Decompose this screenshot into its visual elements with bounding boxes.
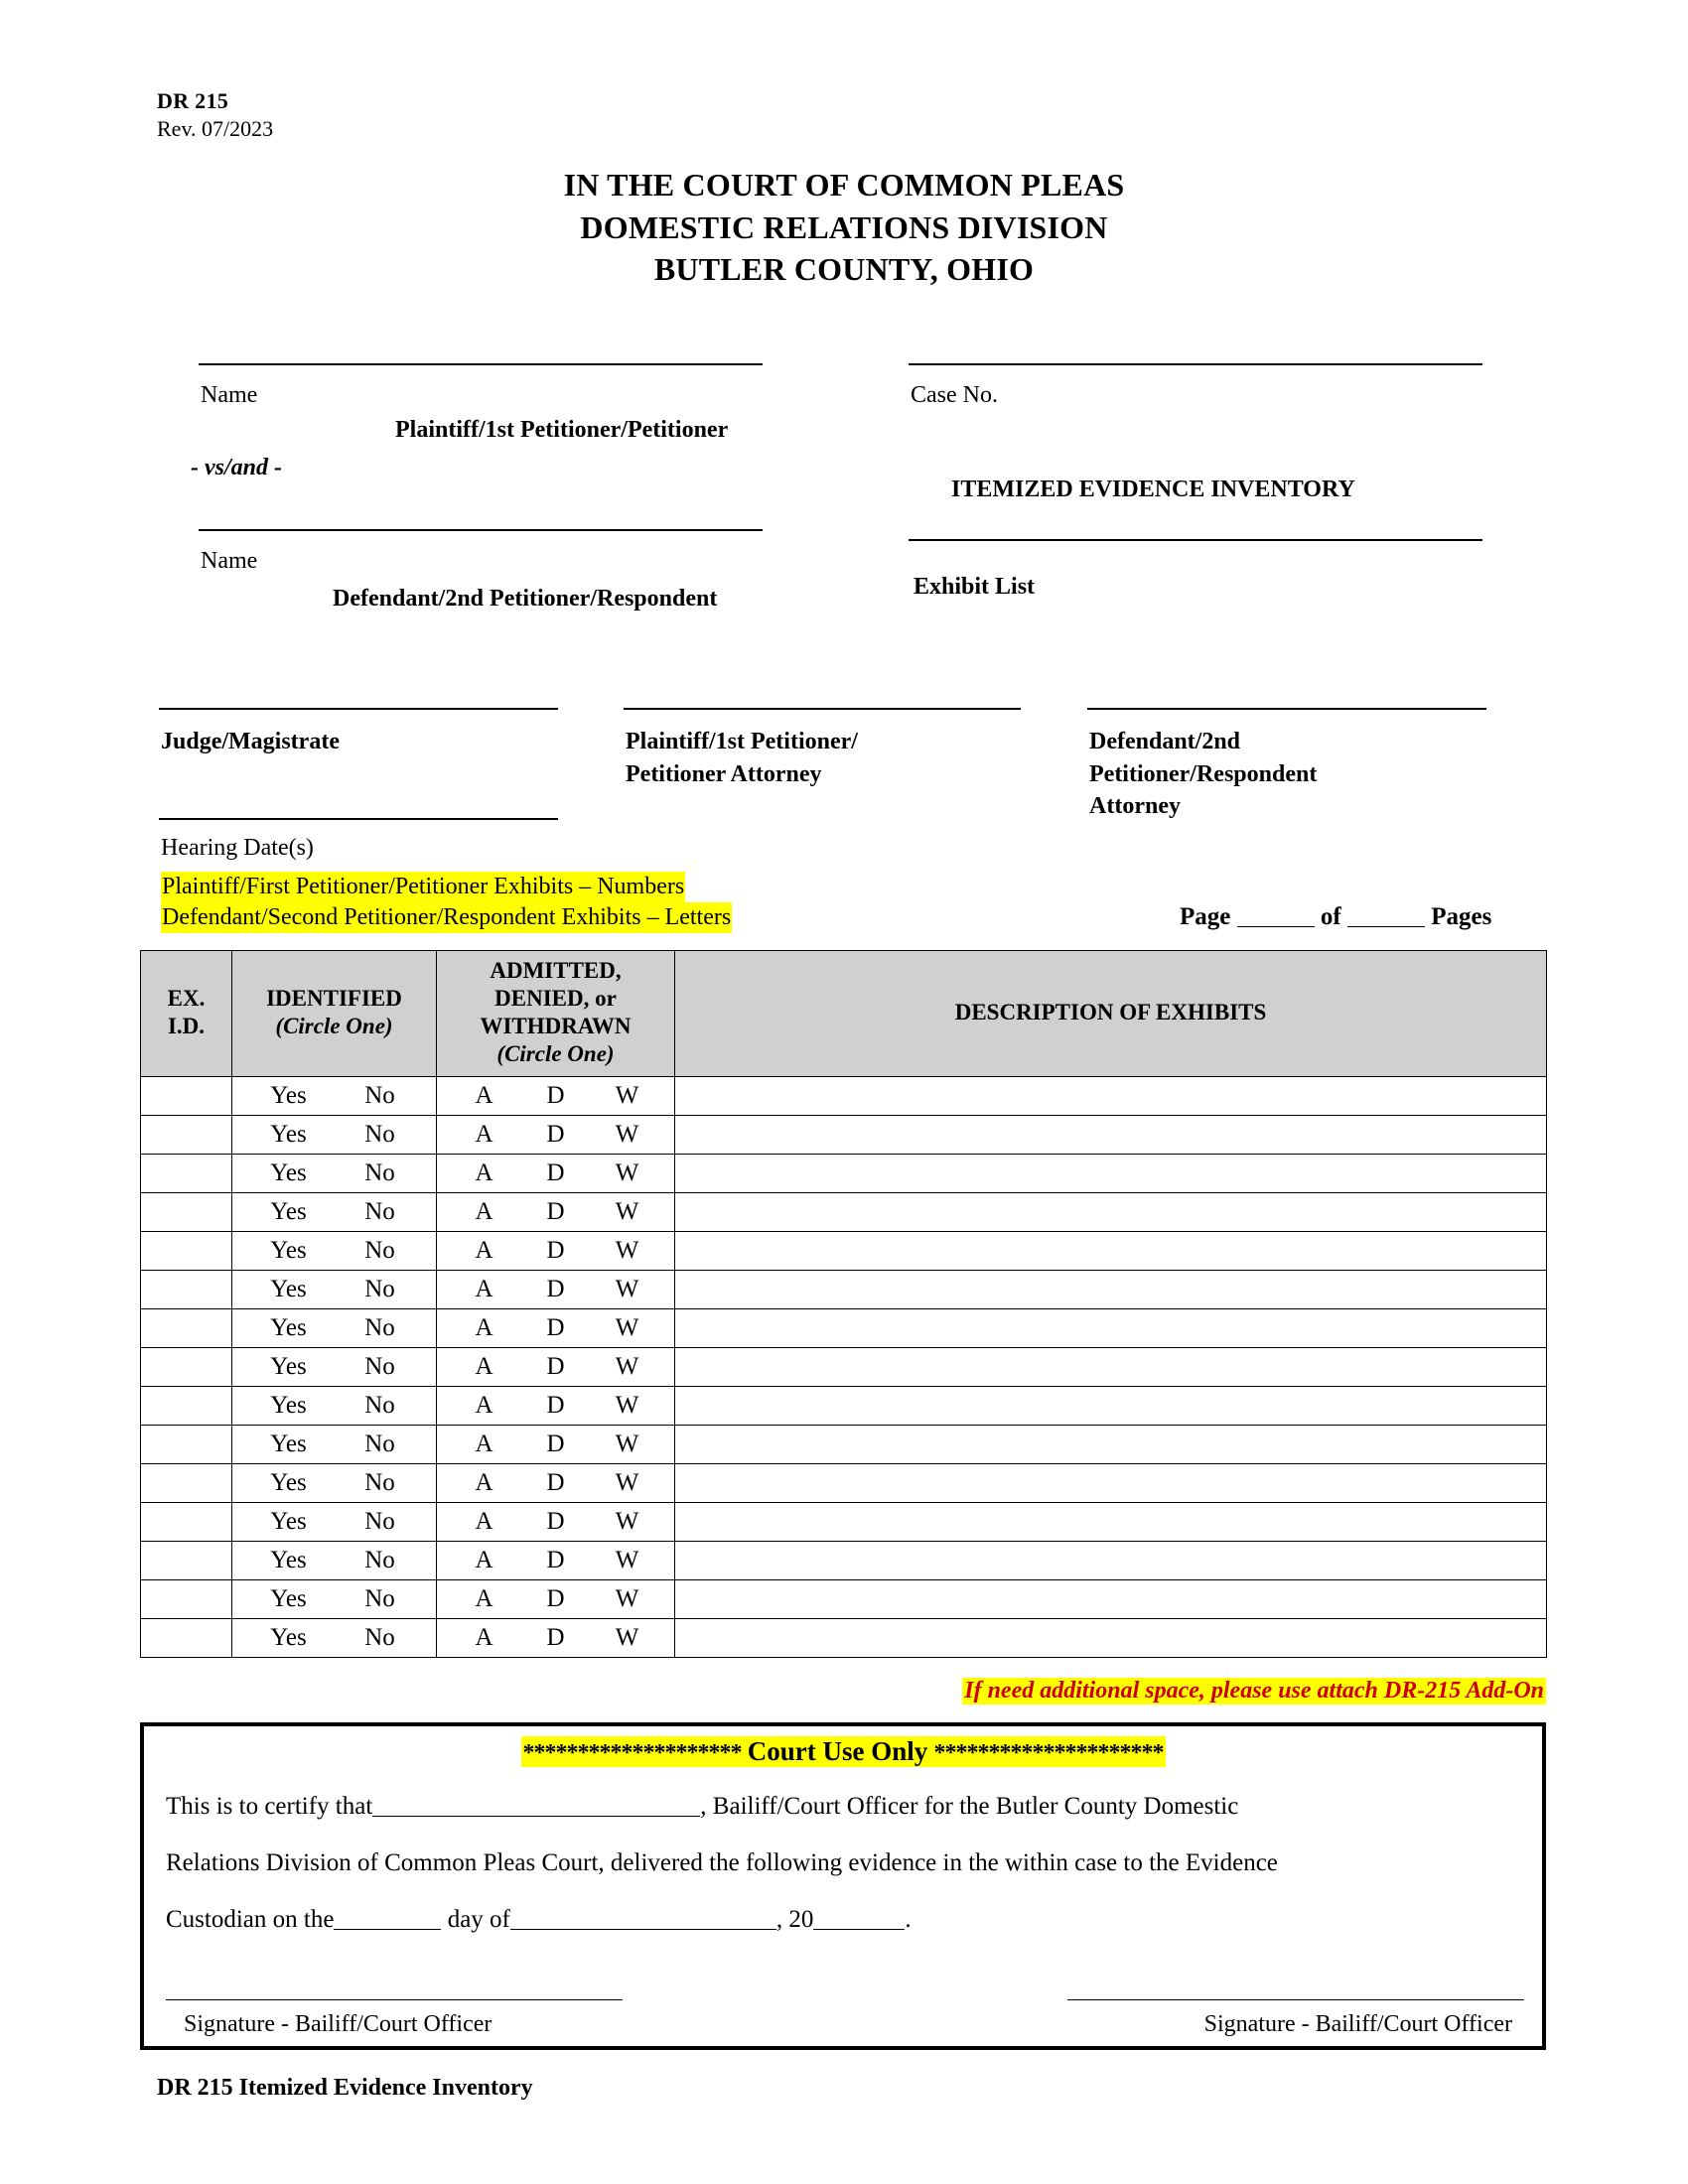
ex-id-line2: I.D. [167, 1014, 206, 1039]
table-row [141, 1309, 1547, 1348]
cell-identified [232, 1232, 437, 1271]
cell-ex-id[interactable] [141, 1155, 232, 1193]
identified-yes-option[interactable]: Yes [270, 1121, 307, 1149]
title-line-3: BUTLER COUNTY, OHIO [653, 251, 1035, 288]
pages-word: Pages [1431, 903, 1492, 930]
column-header-description: DESCRIPTION OF EXHIBITS [675, 951, 1547, 1077]
identified-yes-option[interactable]: Yes [270, 1160, 307, 1187]
cell-description[interactable] [675, 1387, 1547, 1426]
withdrawn-option[interactable]: W [615, 1469, 639, 1497]
cell-ex-id[interactable] [141, 1542, 232, 1580]
denied-option[interactable]: D [546, 1431, 565, 1458]
case-number-label: Case No. [911, 382, 998, 408]
signature-rule-right[interactable] [1067, 1999, 1524, 2000]
denied-option[interactable]: D [546, 1082, 565, 1110]
identified-yes-option[interactable]: Yes [270, 1431, 307, 1458]
denied-option[interactable]: D [546, 1508, 565, 1536]
identified-no-option[interactable]: No [364, 1314, 395, 1342]
table-row [141, 1503, 1547, 1542]
plaintiff-attorney-label [626, 726, 858, 790]
admitted-option[interactable]: A [475, 1082, 493, 1110]
versus-label: - vs/and - [191, 455, 282, 480]
cell-description[interactable] [675, 1348, 1547, 1387]
withdrawn-option[interactable]: W [615, 1276, 639, 1303]
plaintiff-attorney-rule[interactable] [624, 708, 1021, 710]
withdrawn-option[interactable]: W [615, 1082, 639, 1110]
cell-description[interactable] [675, 1116, 1547, 1155]
cert-text-7: . [905, 1906, 912, 1933]
cell-admitted-denied-withdrawn [437, 1542, 675, 1580]
cell-identified [232, 1348, 437, 1387]
plaintiff-role-label: Plaintiff/1st Petitioner/Petitioner [395, 417, 729, 443]
cell-identified [232, 1580, 437, 1619]
cell-ex-id[interactable] [141, 1348, 232, 1387]
title-line-2: DOMESTIC RELATIONS DIVISION [580, 208, 1108, 245]
cell-identified [232, 1155, 437, 1193]
table-row [141, 1116, 1547, 1155]
plaintiff-attorney-label-line1: Plaintiff/1st Petitioner/ [626, 729, 858, 754]
signature-caption-left: Signature - Bailiff/Court Officer [184, 2011, 492, 2037]
identified-yes-option[interactable]: Yes [270, 1353, 307, 1381]
admitted-option[interactable]: A [475, 1547, 493, 1574]
cell-description[interactable] [675, 1155, 1547, 1193]
plaintiff-attorney-label-line2: Petitioner Attorney [626, 760, 822, 787]
cell-ex-id[interactable] [141, 1193, 232, 1232]
page-footer: DR 215 Itemized Evidence Inventory [157, 2075, 533, 2101]
withdrawn-option[interactable]: W [615, 1624, 639, 1652]
cell-admitted-denied-withdrawn [437, 1580, 675, 1619]
form-code: DR 215 [157, 88, 229, 113]
additional-space-note: If need additional space, please use attach DR-215 Add-On [964, 1678, 1544, 1704]
table-row [141, 1077, 1547, 1116]
title-line-1: IN THE COURT OF COMMON PLEAS [563, 167, 1125, 203]
cell-admitted-denied-withdrawn [437, 1271, 675, 1309]
cell-description[interactable] [675, 1426, 1547, 1464]
denied-option[interactable]: D [546, 1547, 565, 1574]
table-row [141, 1155, 1547, 1193]
identified-no-option[interactable]: No [364, 1160, 395, 1187]
denied-option[interactable]: D [546, 1392, 565, 1420]
plaintiff-name-label: Name [201, 382, 258, 408]
plaintiff-name-rule[interactable] [199, 363, 763, 365]
cert-text-1: This is to certify that [166, 1793, 373, 1820]
cell-admitted-denied-withdrawn [437, 1619, 675, 1658]
withdrawn-option[interactable]: W [615, 1121, 639, 1149]
cell-admitted-denied-withdrawn [437, 1426, 675, 1464]
table-row [141, 1387, 1547, 1426]
year-input[interactable] [813, 1929, 905, 1930]
month-input[interactable] [510, 1929, 776, 1930]
identified-yes-option[interactable]: Yes [270, 1276, 307, 1303]
identified-yes-option[interactable]: Yes [270, 1469, 307, 1497]
identified-yes-option[interactable]: Yes [270, 1198, 307, 1226]
cell-ex-id[interactable] [141, 1309, 232, 1348]
withdrawn-option[interactable]: W [615, 1237, 639, 1265]
denied-option[interactable]: D [546, 1237, 565, 1265]
of-word: of [1320, 903, 1341, 930]
withdrawn-option[interactable]: W [615, 1314, 639, 1342]
exhibit-list-rule[interactable] [909, 539, 1482, 541]
identified-yes-option[interactable]: Yes [270, 1237, 307, 1265]
bailiff-name-input[interactable] [372, 1816, 700, 1817]
court-use-only-banner [144, 1736, 1542, 1767]
cell-identified [232, 1426, 437, 1464]
withdrawn-option[interactable]: W [615, 1353, 639, 1381]
cell-description[interactable] [675, 1309, 1547, 1348]
column-header-identified [232, 951, 437, 1077]
identified-no-option[interactable]: No [364, 1624, 395, 1652]
denied-option[interactable]: D [546, 1314, 565, 1342]
cell-description[interactable] [675, 1580, 1547, 1619]
denied-option[interactable]: D [546, 1585, 565, 1613]
identified-no-option[interactable]: No [364, 1392, 395, 1420]
cell-admitted-denied-withdrawn [437, 1116, 675, 1155]
cell-ex-id[interactable] [141, 1619, 232, 1658]
admitted-option[interactable]: A [475, 1585, 493, 1613]
identified-yes-option[interactable]: Yes [270, 1392, 307, 1420]
cell-admitted-denied-withdrawn [437, 1077, 675, 1116]
judge-label: Judge/Magistrate [161, 729, 340, 754]
cell-admitted-denied-withdrawn [437, 1387, 675, 1426]
denied-option[interactable]: D [546, 1276, 565, 1303]
page-word: Page [1180, 903, 1231, 930]
table-row [141, 1426, 1547, 1464]
table-row [141, 1464, 1547, 1503]
cell-identified [232, 1309, 437, 1348]
defendant-role-label: Defendant/2nd Petitioner/Respondent [333, 586, 718, 612]
admitted-option[interactable]: A [475, 1160, 493, 1187]
cell-description[interactable] [675, 1619, 1547, 1658]
cell-identified [232, 1077, 437, 1116]
page-counter [1180, 903, 1491, 931]
identified-no-option[interactable]: No [364, 1508, 395, 1536]
withdrawn-option[interactable]: W [615, 1508, 639, 1536]
table-row [141, 1580, 1547, 1619]
adw-line1: ADMITTED, [490, 958, 622, 983]
cell-description[interactable] [675, 1464, 1547, 1503]
table-row [141, 1232, 1547, 1271]
denied-option[interactable]: D [546, 1469, 565, 1497]
defendant-attorney-label [1089, 726, 1317, 823]
cell-description[interactable] [675, 1542, 1547, 1580]
table-row [141, 1348, 1547, 1387]
hearing-dates-label: Hearing Date(s) [161, 835, 314, 861]
court-use-only-label: Court Use Only [747, 1736, 928, 1766]
identified-no-option[interactable]: No [364, 1198, 395, 1226]
withdrawn-option[interactable]: W [615, 1431, 639, 1458]
cell-admitted-denied-withdrawn [437, 1309, 675, 1348]
case-number-rule[interactable] [909, 363, 1482, 365]
cert-text-6: , 20 [775, 1906, 814, 1933]
exhibit-rows [141, 1077, 1547, 1658]
cell-identified [232, 1271, 437, 1309]
cell-ex-id[interactable] [141, 1503, 232, 1542]
court-use-only-box [140, 1722, 1546, 2050]
cell-admitted-denied-withdrawn [437, 1232, 675, 1271]
cell-identified [232, 1193, 437, 1232]
plaintiff-exhibit-rule: Plaintiff/First Petitioner/Petitioner Exhibits – Numbers [161, 872, 685, 902]
defendant-exhibit-rule: Defendant/Second Petitioner/Respondent Exhibits – Letters [161, 902, 732, 933]
identified-yes-option[interactable]: Yes [270, 1547, 307, 1574]
table-row [141, 1193, 1547, 1232]
page-number-input[interactable] [1237, 926, 1315, 927]
stars-right: ********************* [933, 1740, 1164, 1766]
identified-yes-option[interactable]: Yes [270, 1508, 307, 1536]
cert-text-2: , Bailiff/Court Officer for the Butler County Domestic [700, 1793, 1239, 1820]
cert-text-4: Custodian on the [166, 1906, 335, 1933]
exhibit-list-label: Exhibit List [914, 574, 1036, 600]
identified-no-option[interactable]: No [364, 1082, 395, 1110]
hearing-dates-rule[interactable] [159, 818, 558, 820]
adw-line3: WITHDRAWN [480, 1014, 632, 1039]
cell-description[interactable] [675, 1271, 1547, 1309]
denied-option[interactable]: D [546, 1160, 565, 1187]
cell-ex-id[interactable] [141, 1464, 232, 1503]
admitted-option[interactable]: A [475, 1469, 493, 1497]
identified-yes-option[interactable]: Yes [270, 1082, 307, 1110]
defendant-attorney-label-line1: Defendant/2nd [1089, 729, 1241, 754]
defendant-name-label: Name [201, 548, 258, 574]
withdrawn-option[interactable]: W [615, 1160, 639, 1187]
cell-description[interactable] [675, 1503, 1547, 1542]
denied-option[interactable]: D [546, 1624, 565, 1652]
defendant-attorney-rule[interactable] [1087, 708, 1486, 710]
admitted-option[interactable]: A [475, 1314, 493, 1342]
admitted-option[interactable]: A [475, 1121, 493, 1149]
cell-identified [232, 1464, 437, 1503]
cell-identified [232, 1387, 437, 1426]
cell-admitted-denied-withdrawn [437, 1503, 675, 1542]
denied-option[interactable]: D [546, 1121, 565, 1149]
exhibit-inventory-table [140, 950, 1547, 1658]
cell-description[interactable] [675, 1077, 1547, 1116]
admitted-option[interactable]: A [475, 1237, 493, 1265]
cell-ex-id[interactable] [141, 1116, 232, 1155]
total-pages-input[interactable] [1347, 926, 1425, 927]
cell-ex-id[interactable] [141, 1580, 232, 1619]
cell-ex-id[interactable] [141, 1271, 232, 1309]
cell-ex-id[interactable] [141, 1426, 232, 1464]
admitted-option[interactable]: A [475, 1198, 493, 1226]
withdrawn-option[interactable]: W [615, 1198, 639, 1226]
denied-option[interactable]: D [546, 1198, 565, 1226]
day-input[interactable] [334, 1929, 441, 1930]
withdrawn-option[interactable]: W [615, 1547, 639, 1574]
identified-yes-option[interactable]: Yes [270, 1624, 307, 1652]
certification-paragraph [166, 1778, 1526, 1948]
adw-line2: DENIED, or [494, 986, 617, 1012]
withdrawn-option[interactable]: W [615, 1585, 639, 1613]
identified-no-option[interactable]: No [364, 1585, 395, 1613]
denied-option[interactable]: D [546, 1353, 565, 1381]
signature-caption-right: Signature - Bailiff/Court Officer [1203, 2011, 1512, 2037]
cell-identified [232, 1619, 437, 1658]
identified-no-option[interactable]: No [364, 1431, 395, 1458]
adw-line4: (Circle One) [496, 1041, 615, 1067]
cell-admitted-denied-withdrawn [437, 1348, 675, 1387]
ex-id-line1: EX. [167, 986, 206, 1012]
cell-admitted-denied-withdrawn [437, 1464, 675, 1503]
identified-yes-option[interactable]: Yes [270, 1314, 307, 1342]
admitted-option[interactable]: A [475, 1392, 493, 1420]
cell-identified [232, 1503, 437, 1542]
cell-ex-id[interactable] [141, 1232, 232, 1271]
cell-admitted-denied-withdrawn [437, 1155, 675, 1193]
identified-no-option[interactable]: No [364, 1276, 395, 1303]
defendant-name-rule[interactable] [199, 529, 763, 531]
admitted-option[interactable]: A [475, 1431, 493, 1458]
signature-rule-left[interactable] [166, 1999, 623, 2000]
exhibit-numbering-rules [161, 872, 732, 933]
admitted-option[interactable]: A [475, 1353, 493, 1381]
form-revision: Rev. 07/2023 [157, 116, 274, 142]
identified-no-option[interactable]: No [364, 1121, 395, 1149]
admitted-option[interactable]: A [475, 1624, 493, 1652]
identified-no-option[interactable]: No [364, 1547, 395, 1574]
defendant-attorney-label-line3: Attorney [1089, 793, 1181, 820]
cert-text-5: day of [447, 1906, 510, 1933]
withdrawn-option[interactable]: W [615, 1392, 639, 1420]
admitted-option[interactable]: A [475, 1276, 493, 1303]
cell-identified [232, 1542, 437, 1580]
table-header-row [141, 951, 1547, 1077]
identified-yes-option[interactable]: Yes [270, 1585, 307, 1613]
table-row [141, 1542, 1547, 1580]
cell-description[interactable] [675, 1232, 1547, 1271]
stars-left: ******************** [522, 1740, 742, 1766]
cell-ex-id[interactable] [141, 1387, 232, 1426]
defendant-attorney-label-line2: Petitioner/Respondent [1089, 760, 1318, 787]
table-row [141, 1619, 1547, 1658]
cert-text-3: Relations Division of Common Pleas Court, delivered the following evidence in the within case to the Evidence [166, 1849, 1278, 1876]
identified-line2: (Circle One) [275, 1014, 393, 1039]
document-type-title: ITEMIZED EVIDENCE INVENTORY [951, 477, 1355, 502]
identified-no-option[interactable]: No [364, 1469, 395, 1497]
table-row [141, 1271, 1547, 1309]
identified-no-option[interactable]: No [364, 1237, 395, 1265]
admitted-option[interactable]: A [475, 1508, 493, 1536]
cell-admitted-denied-withdrawn [437, 1193, 675, 1232]
cell-description[interactable] [675, 1193, 1547, 1232]
identified-line1: IDENTIFIED [266, 986, 402, 1012]
column-header-ex-id [141, 951, 232, 1077]
case-caption-block [0, 0, 1688, 612]
identified-no-option[interactable]: No [364, 1353, 395, 1381]
column-header-admitted-denied-withdrawn [437, 951, 675, 1077]
cell-identified [232, 1116, 437, 1155]
cell-ex-id[interactable] [141, 1077, 232, 1116]
judge-rule[interactable] [159, 708, 558, 710]
